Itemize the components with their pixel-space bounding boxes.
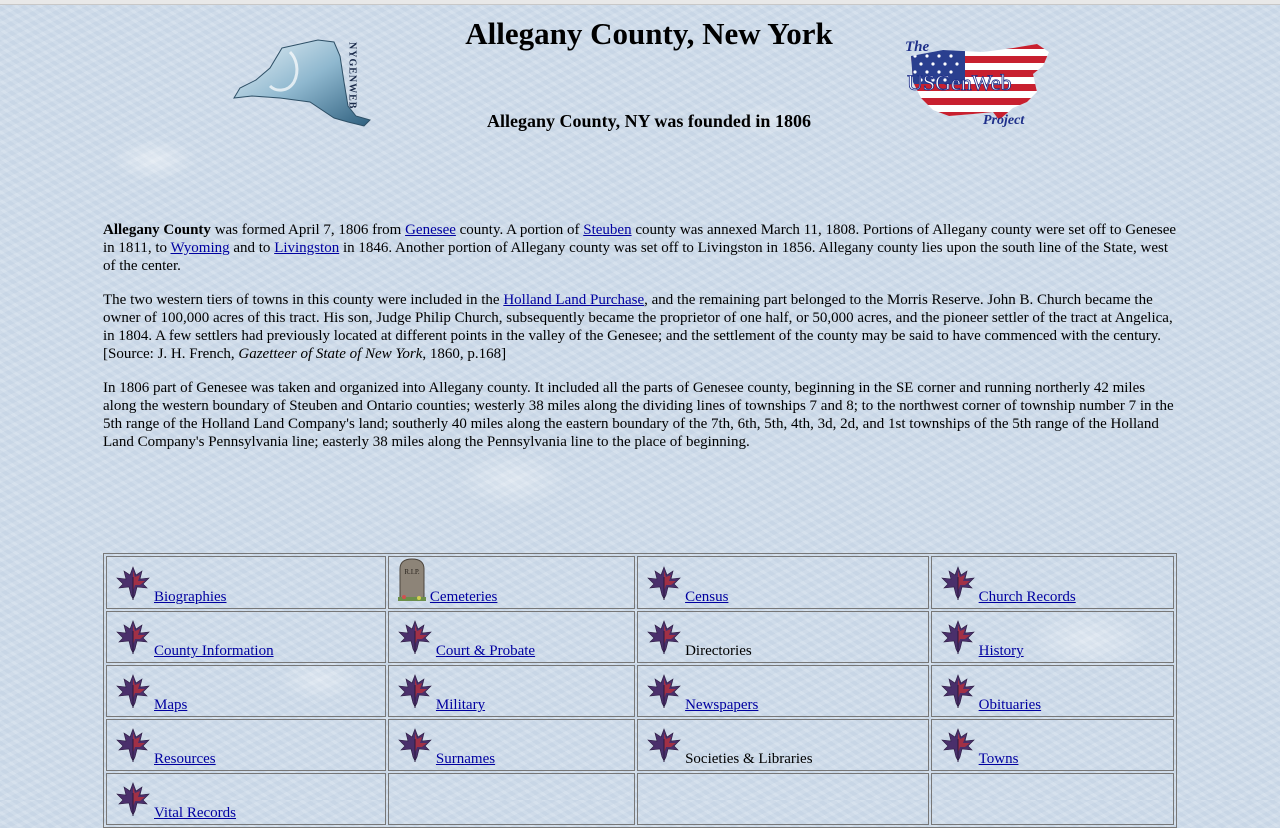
maple-leaf-icon — [115, 673, 151, 714]
maple-leaf-icon — [646, 565, 682, 601]
usgenweb-the-text: The — [905, 39, 930, 55]
page-subtitle: Allegany County, NY was founded in 1806 — [487, 111, 811, 131]
link-surnames[interactable]: Surnames — [435, 751, 496, 767]
intro-text: , and the remaining part belonged to the Morris Reserve. John B. Church became the owner of 100,000 acres of this tract. His son, Judge Philip Church, subsequently became the proprietor of one half, or 50,000 acres, and the pioneer settler of the tract at Angelica, in 1804. A few settlers had previously located at different points in the valley of the Genesee; and the settlement of the county may be said to have commenced with the century. [Source: J. H. French, — [103, 292, 1173, 362]
label-societies-libraries: Societies & Libraries — [685, 751, 813, 767]
intro-paragraph-3: In 1806 part of Genesee was taken and organized into Allegany county. It included all the parts of Genesee county, beginning in the SE corner and running northerly 42 miles along the western boundary of Steuben and Ontario counties; westerly 38 miles along the dividing lines of townships 7 and 8; to the northwest corner of township number 7 in the 5th range of the Holland Land Company's land; southerly 40 miles along the eastern boundary of the 7th, 6th, 5th, 4th, 3d, 2d, and 1st townships of the 5th range of the Holland Land Company's Pennsylvania line; easterly 38 miles along the Pennsylvania line to the place of beginning. — [103, 380, 1174, 450]
links-row — [106, 773, 1174, 825]
links-row — [106, 556, 1174, 609]
intro-text: and to — [229, 240, 275, 256]
intro-paragraph-2 — [103, 291, 1178, 363]
county-name-bold: Allegany County — [103, 222, 211, 238]
maple-leaf-icon — [940, 673, 976, 714]
maple-leaf-icon — [940, 673, 976, 709]
intro-text: in 1846. Another portion of Allegany county was set off to Livingston in 1856. Allegany county lies upon the south line of the State, west of the center. — [103, 240, 1168, 274]
wyoming-link[interactable]: Wyoming — [170, 240, 230, 256]
intro-text: The two western tiers of towns in this county were included in the — [103, 292, 504, 308]
intro-text: county was annexed March 11, 1808. Portions of Allegany county were set off to Genesee in 1811, to — [103, 222, 1177, 256]
links-row — [106, 611, 1174, 663]
links-cell — [106, 773, 386, 825]
links-cell — [931, 719, 1174, 771]
links-cell — [637, 719, 929, 771]
links-cell — [637, 665, 929, 717]
page-title: Allegany County, New York — [465, 16, 833, 51]
tombstone-text: R.I.P. — [404, 568, 420, 576]
genesee-link[interactable]: Genesee — [405, 222, 456, 238]
tombstone-icon — [397, 557, 427, 601]
links-cell — [388, 556, 635, 609]
maple-leaf-icon — [397, 619, 433, 655]
link-court-probate[interactable]: Court & Probate — [435, 643, 536, 659]
links-cell — [106, 611, 386, 663]
link-resources[interactable]: Resources — [154, 751, 216, 767]
links-cell — [388, 773, 635, 825]
steuben-link[interactable]: Steuben — [583, 222, 632, 238]
intro-text: , 1860, p.168] — [422, 346, 507, 362]
link-maps[interactable]: Maps — [154, 697, 188, 713]
maple-leaf-icon — [940, 565, 976, 601]
maple-leaf-icon — [397, 727, 433, 768]
maple-leaf-icon — [940, 619, 976, 655]
label-directories: Directories — [685, 643, 752, 659]
link-history[interactable]: History — [978, 643, 1024, 659]
gazetteer-title: Gazetteer of State of New York — [238, 346, 423, 362]
link-newspapers[interactable]: Newspapers — [685, 697, 759, 713]
us-flag-map-icon — [903, 36, 1053, 130]
maple-leaf-icon — [115, 565, 151, 606]
maple-leaf-icon — [940, 727, 976, 768]
link-church-records[interactable]: Church Records — [978, 589, 1076, 605]
links-cell — [388, 665, 635, 717]
maple-leaf-icon — [646, 565, 682, 606]
link-military[interactable]: Military — [435, 697, 486, 713]
maple-leaf-icon — [940, 619, 976, 660]
browser-top-edge — [0, 0, 1280, 5]
maple-leaf-icon — [115, 781, 151, 817]
maple-leaf-icon — [646, 619, 682, 660]
link-cemeteries[interactable]: Cemeteries — [429, 589, 498, 605]
maple-leaf-icon — [646, 673, 682, 709]
holland-land-purchase-link[interactable]: Holland Land Purchase — [503, 292, 645, 308]
links-cell — [388, 719, 635, 771]
usgenweb-project-text: Project — [983, 113, 1025, 128]
resource-links-table — [103, 553, 1177, 828]
maple-leaf-icon — [646, 619, 682, 655]
usgenweb-name-text: USGenWeb — [907, 70, 1012, 95]
links-cell — [106, 719, 386, 771]
intro-paragraph-1 — [103, 221, 1178, 275]
intro-text: county. A portion of — [455, 222, 584, 238]
maple-leaf-icon — [646, 727, 682, 768]
links-cell — [637, 773, 929, 825]
maple-leaf-icon — [115, 781, 151, 822]
maple-leaf-icon — [646, 673, 682, 714]
links-cell — [637, 556, 929, 609]
links-cell — [931, 556, 1174, 609]
tombstone-icon — [397, 557, 427, 606]
links-cell — [931, 773, 1174, 825]
maple-leaf-icon — [940, 727, 976, 763]
nygenweb-logo-text: NYGENWEB — [346, 42, 358, 110]
maple-leaf-icon — [646, 727, 682, 763]
links-cell — [388, 611, 635, 663]
maple-leaf-icon — [397, 619, 433, 660]
links-cell — [931, 611, 1174, 663]
maple-leaf-icon — [115, 727, 151, 763]
link-county-information[interactable]: County Information — [154, 643, 274, 659]
maple-leaf-icon — [115, 619, 151, 660]
intro-text: was formed April 7, 1806 from — [210, 222, 406, 238]
maple-leaf-icon — [940, 565, 976, 606]
maple-leaf-icon — [397, 673, 433, 709]
link-towns[interactable]: Towns — [978, 751, 1019, 767]
link-vital-records[interactable]: Vital Records — [154, 805, 236, 821]
maple-leaf-icon — [115, 727, 151, 768]
links-cell — [106, 556, 386, 609]
usgenweb-logo[interactable] — [903, 36, 1053, 130]
links-cell — [106, 665, 386, 717]
livingston-link[interactable]: Livingston — [274, 240, 340, 256]
maple-leaf-icon — [397, 727, 433, 763]
links-row — [106, 719, 1174, 771]
links-cell — [637, 611, 929, 663]
maple-leaf-icon — [115, 619, 151, 655]
maple-leaf-icon — [115, 673, 151, 709]
links-cell — [931, 665, 1174, 717]
link-biographies[interactable]: Biographies — [154, 589, 227, 605]
link-obituaries[interactable]: Obituaries — [978, 697, 1042, 713]
links-row — [106, 665, 1174, 717]
maple-leaf-icon — [397, 673, 433, 714]
maple-leaf-icon — [115, 565, 151, 601]
link-census[interactable]: Census — [685, 589, 729, 605]
intro-section — [103, 221, 1178, 467]
